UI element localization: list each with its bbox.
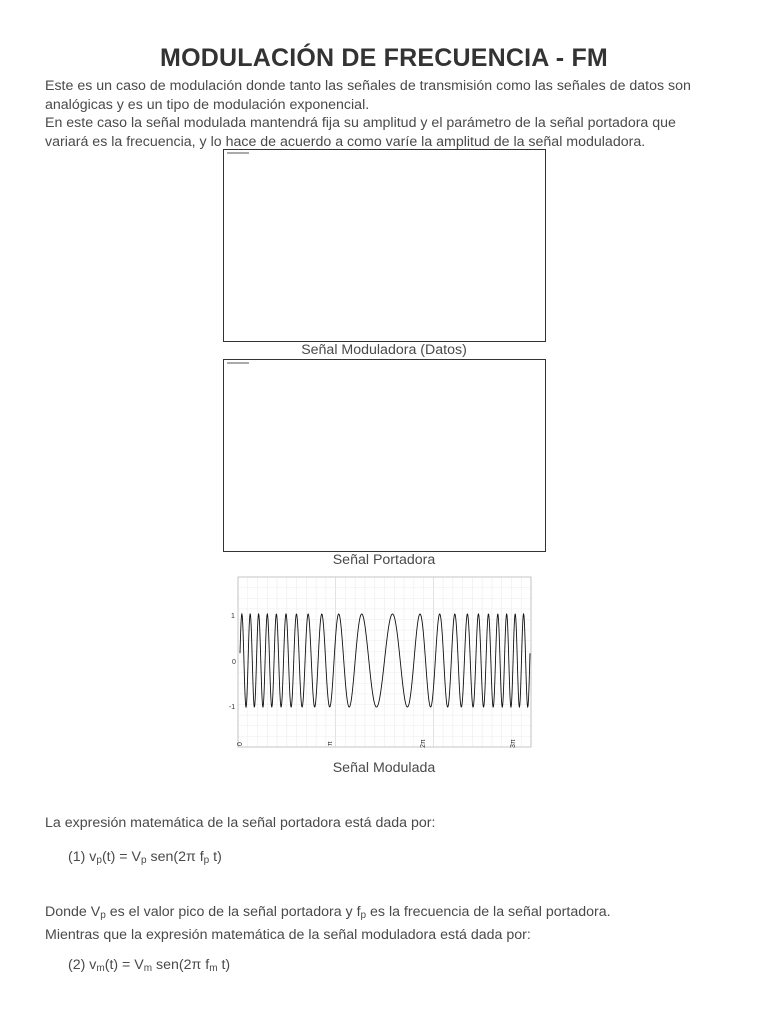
where-paragraph <box>45 903 735 944</box>
figure-thumbnail-mark <box>227 152 249 154</box>
modulated-signal-plot <box>228 574 534 758</box>
modulating-expression-intro: Mientras que la expresión matemática de la señal moduladora está dada por: <box>45 926 531 943</box>
intro-line: En este caso la señal modulada mantendrá fija su amplitud y el parámetro de la señal portadora que <box>45 115 676 131</box>
figure-caption-modulated: Señal Modulada <box>332 760 436 776</box>
modulated-waveform <box>240 614 530 707</box>
where-line: Donde $V_p$ es el valor pico de la señal portadora y $f_p$ es la frecuencia de la señal portadora. <box>45 904 611 921</box>
x-tick-label: π <box>327 741 334 746</box>
equation-1: (1) $v_p(t) = V_p$ sen(2π $f_p$ t) <box>68 849 222 866</box>
x-tick-label: 3π <box>510 739 517 748</box>
figure-caption-modulating: Señal Moduladora (Datos) <box>301 342 467 358</box>
y-tick-label: 1 <box>231 613 235 620</box>
x-tick-label: 0 <box>237 742 244 746</box>
equation-2: (2) $v_m(t) = V_m$ sen(2π $f_m$ t) <box>68 957 231 974</box>
y-tick-label: 0 <box>232 659 236 666</box>
intro-line: variará es la frecuencia, y lo hace de acuerdo a como varíe la amplitud de la señal moduladora. <box>45 133 646 150</box>
figure-thumbnail-mark <box>227 362 249 364</box>
x-tick-label: 2π <box>420 739 427 748</box>
page-title: MODULACIÓN DE FRECUENCIA - FM <box>160 44 608 72</box>
y-tick-label: -1 <box>228 704 236 711</box>
figure-caption-carrier: Señal Portadora <box>332 552 436 568</box>
intro-line: Este es un caso de modulación donde tanto las señales de transmisión como las señales de datos son <box>45 78 691 94</box>
intro-line: analógicas y es un tipo de modulación exponencial. <box>45 96 370 113</box>
modulating-signal-figure <box>223 149 546 342</box>
carrier-expression-intro: La expresión matemática de la señal portadora está dada por: <box>45 815 436 831</box>
carrier-signal-figure <box>223 359 546 552</box>
intro-paragraph <box>45 77 735 151</box>
